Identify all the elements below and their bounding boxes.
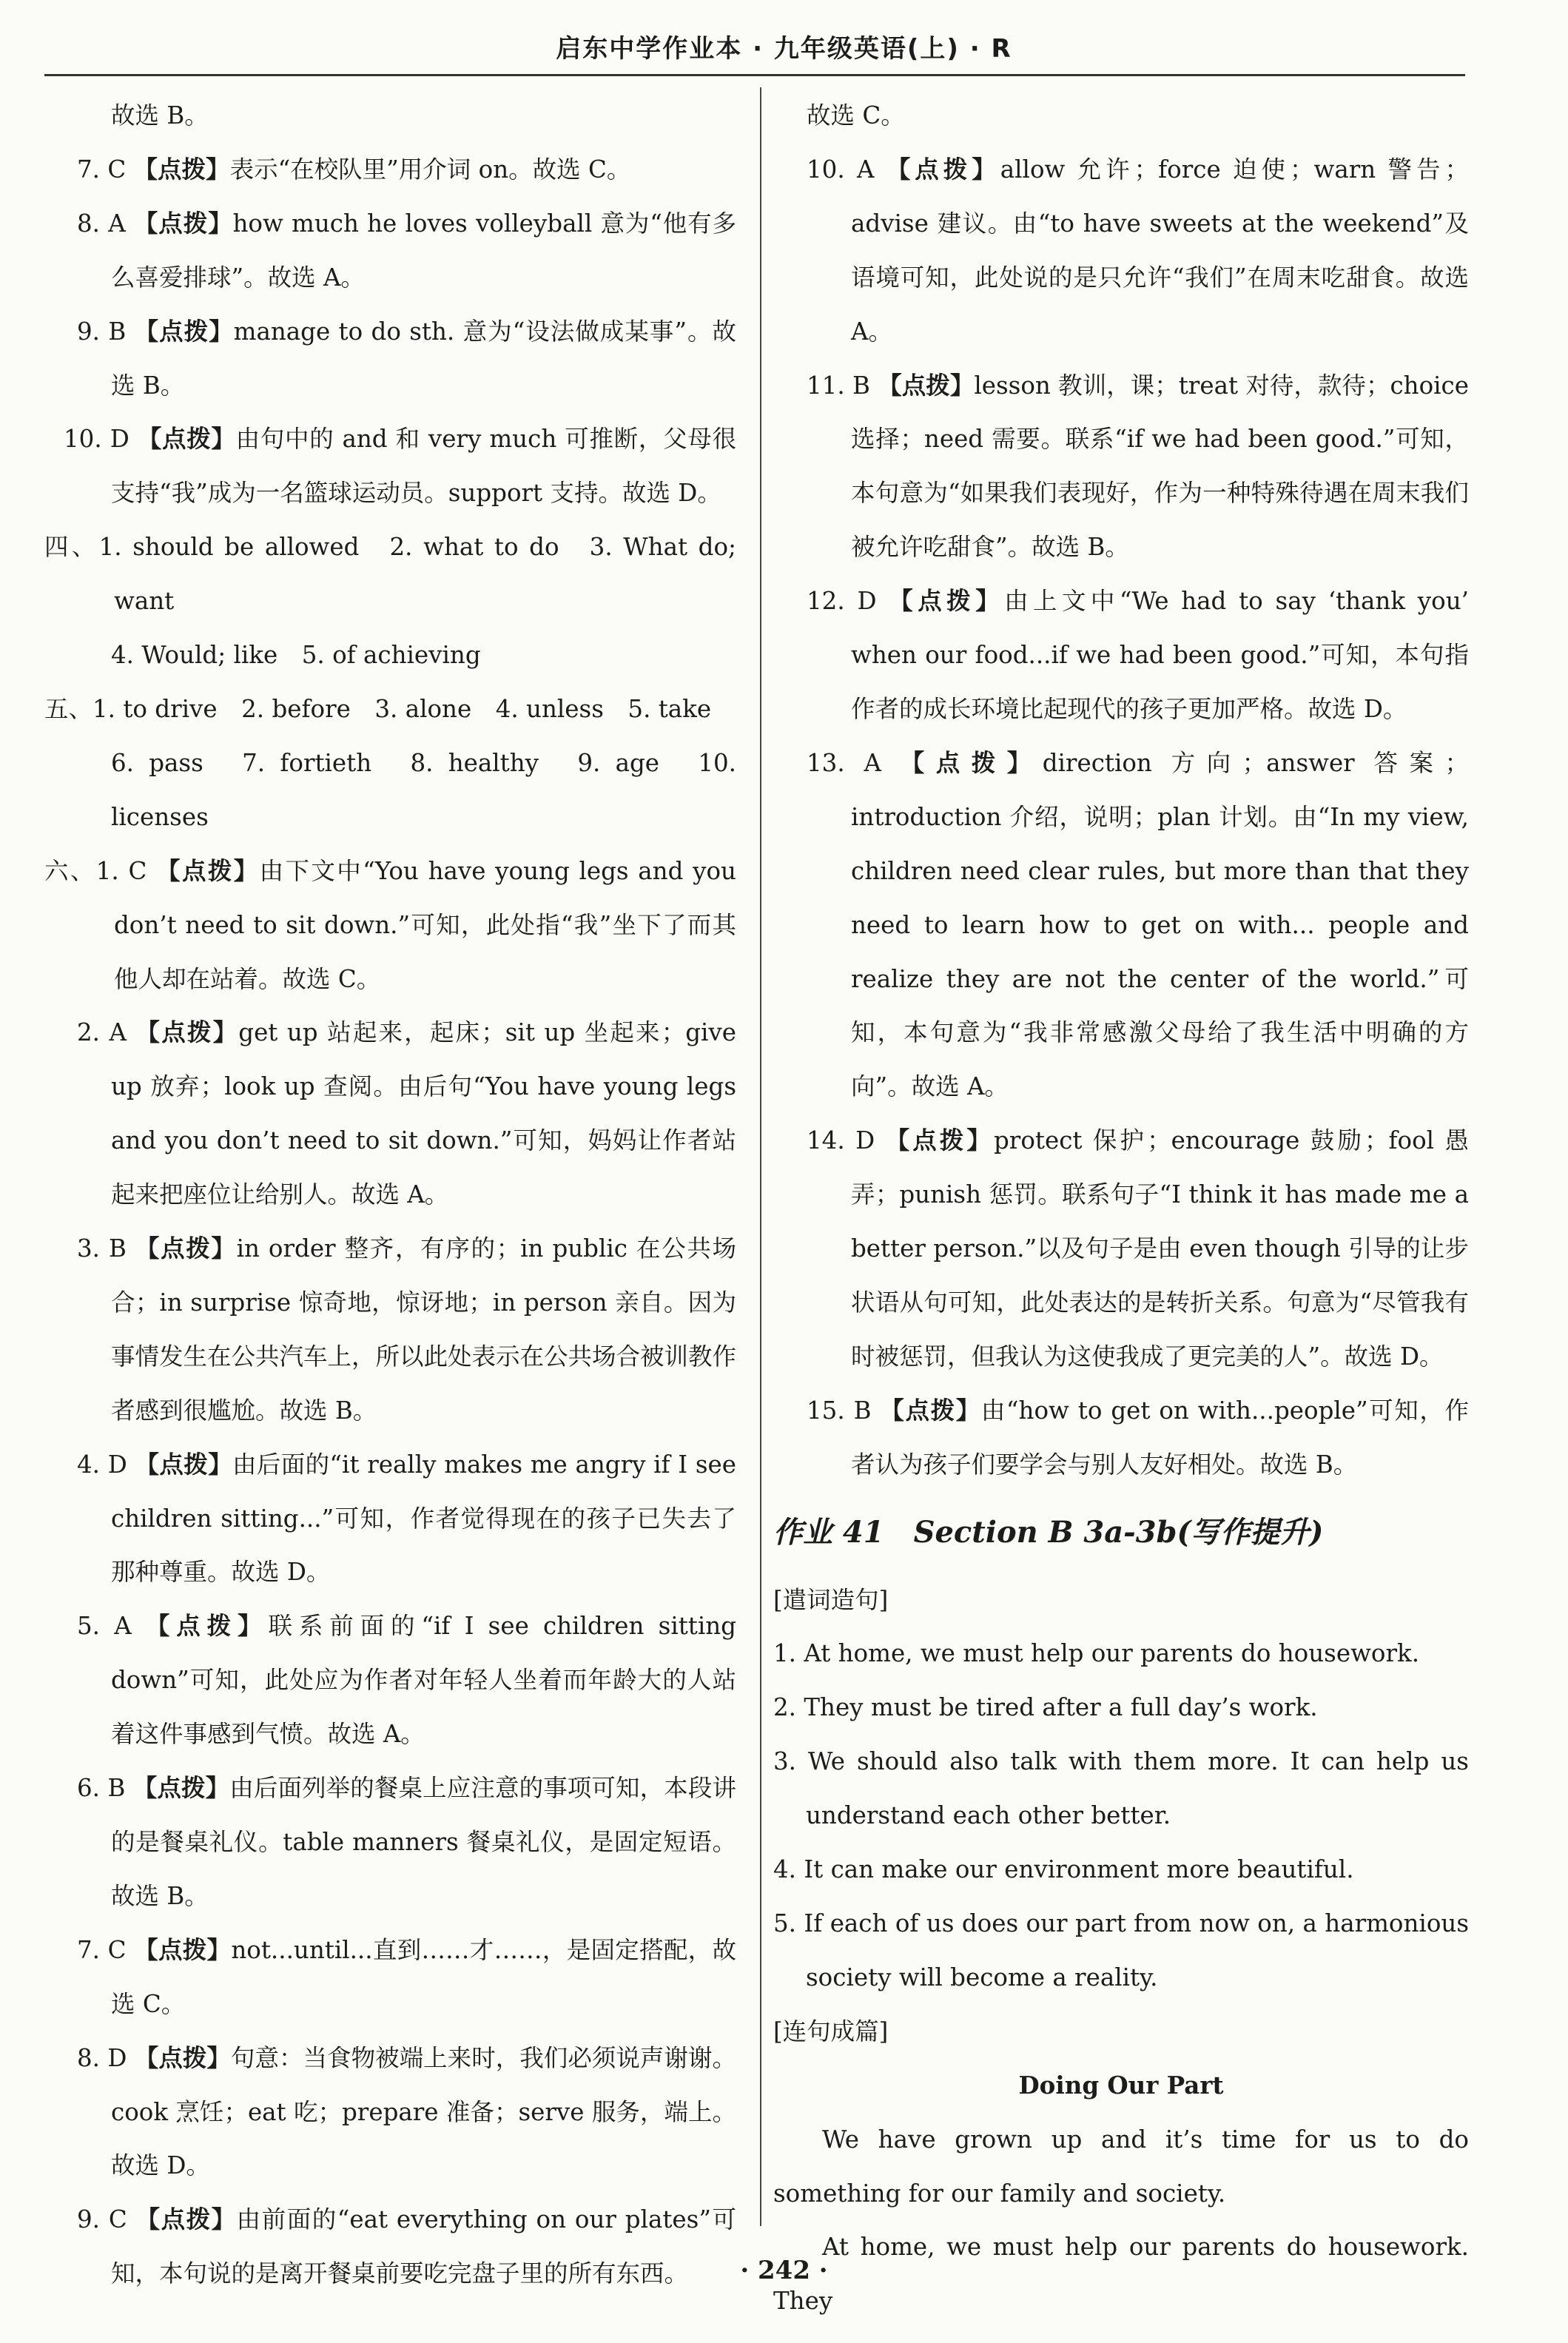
answer-item: 8. D 【点拨】句意：当食物被端上来时，我们必须说声谢谢。cook 烹饪；eat 吃；prepare 准备；serve 服务，端上。故选 D。	[77, 2043, 736, 2180]
answer-item: 8. A 【点拨】how much he loves volleyball 意为“他有多么喜爱排球”。故选 A。	[77, 208, 736, 292]
hint-tag: 【点拨】	[135, 1449, 232, 1479]
answer-item: 10. A 【点拨】allow 允许；force 迫使；warn 警告；advise 建议。由“to have sweets at the weekend”及语境可知，此处说的是只允许“我们”在周末吃甜食。故选 A。	[807, 154, 1469, 346]
answer-item: 3. B 【点拨】in order 整齐，有序的；in public 在公共场合；in surprise 惊奇地，惊讶地；in person 亲自。因为事情发生在公共汽车上，所以此处表示在公共场合被训教作者感到很尴尬。故选 B。	[77, 1234, 737, 1425]
hint-tag: 【点拨】	[885, 1126, 994, 1155]
essay-paragraph: At home, we must help our parents do housework. They	[773, 2233, 1469, 2316]
answer-item: 11. B 【点拨】lesson 教训，课；treat 对待，款待；choice 选择；need 需要。联系“if we had been good.”可知，本句意为“如果我们表现好，作为一种特殊待遇在周末我们被允许吃甜食”。故选 B。	[807, 370, 1469, 562]
answer-item: 6. B 【点拨】由后面列举的餐桌上应注意的事项可知，本段讲的是餐桌礼仪。table manners 餐桌礼仪，是固定短语。故选 B。	[77, 1773, 736, 1910]
page-number: · 242 ·	[740, 2256, 828, 2285]
answer-item: 4. D 【点拨】由后面的“it really makes me angry if I see children sitting...”可知，作者觉得现在的孩子已失去了那种尊重。故选 D。	[77, 1449, 736, 1587]
answer-item: 7. C 【点拨】表示“在校队里”用介词 on。故选 C。	[77, 154, 631, 184]
hint-tag: 【点拨】	[134, 1934, 232, 1964]
hint-tag: 【点拨】	[880, 1395, 981, 1425]
hint-tag: 【点拨】	[132, 1773, 230, 1803]
essay-title: Doing Our Part	[1018, 2070, 1224, 2100]
sentence-item: 4. It can make our environment more beautiful.	[773, 1855, 1354, 1884]
hint-tag: 【点拨】	[135, 1018, 239, 1047]
sentence-item: 3. We should also talk with them more. It can help us understand each other better.	[773, 1747, 1469, 1830]
answer-item: 15. B 【点拨】由“how to get on with...people”可知，作者认为孩子们要学会与别人友好相处。故选 B。	[807, 1395, 1469, 1479]
essay-paragraph: We have grown up and it’s time for us to do something for our family and society.	[773, 2125, 1469, 2208]
subsection-label: [遣词造句]	[773, 1585, 889, 1614]
answer-item: 故选 B。	[111, 101, 209, 130]
hint-tag: 【点拨】	[156, 855, 260, 885]
answer-item: 7. C 【点拨】not...until...直到……才……，是固定搭配，故选 C。	[77, 1934, 736, 2018]
hint-tag: 【点拨】	[878, 370, 975, 400]
hint-tag: 【点拨】	[145, 1611, 269, 1641]
hint-tag: 【点拨】	[134, 316, 234, 346]
answer-item: 4. Would; like 5. of achieving	[111, 641, 481, 670]
hint-tag: 【点拨】	[133, 154, 230, 184]
subsection-label: [连句成篇]	[773, 2017, 889, 2045]
hint-tag: 【点拨】	[137, 424, 236, 454]
header-rule	[44, 74, 1465, 76]
hint-tag: 【点拨】	[135, 2205, 237, 2234]
answer-item: 5. A 【点拨】联系前面的“if I see children sitting down”可知，此处应为作者对年轻人坐着而年龄大的人站着这件事感到气愤。故选 A。	[77, 1611, 736, 1749]
hint-tag: 【点拨】	[900, 747, 1043, 777]
answer-item: 四、1. should be allowed 2. what to do 3. What do; want	[44, 533, 736, 616]
column-divider	[760, 87, 761, 2226]
section-title: 作业 41 Section B 3a-3b(写作提升)	[773, 1514, 1324, 1550]
sentence-item: 5. If each of us does our part from now on, a harmonious society will become a reality.	[773, 1909, 1469, 1991]
hint-tag: 【点拨】	[886, 154, 1000, 184]
left-column	[44, 89, 736, 2301]
answer-item: 故选 C。	[807, 101, 905, 130]
hint-tag: 【点拨】	[135, 1234, 237, 1263]
hint-tag: 【点拨】	[134, 2043, 231, 2072]
answer-item: 12. D 【点拨】由上文中“We had to say ‘thank you’ when our food...if we had been good.”可知，本句指作者的成长环境比起现代的孩子更加严格。故选 D。	[807, 586, 1469, 723]
right-column	[773, 89, 1469, 2328]
answer-item: 五、1. to drive 2. before 3. alone 4. unless 5. take	[44, 694, 712, 723]
sentence-item: 1. At home, we must help our parents do housework.	[773, 1639, 1420, 1668]
answer-item: 2. A 【点拨】get up 站起来，起床；sit up 坐起来；give up 放弃；look up 查阅。由后句“You have young legs and you don’t need to sit down.”可知，妈妈让作者站起来把座位让给别人。故选 A。	[77, 1018, 736, 1209]
answer-item: 10. D 【点拨】由句中的 and 和 very much 可推断，父母很支持“我”成为一名篮球运动员。support 支持。故选 D。	[64, 424, 736, 508]
answer-item: 13. A 【点拨】direction 方向；answer 答案；introduction 介绍，说明；plan 计划。由“In my view, children need clear rules, but more than that they need to learn how to get on with... people and realize they are not the center of the world.”可知，本句意为“我非常感激父母给了我生活中明确的方向”。故选 A。	[807, 747, 1469, 1101]
page-header: 启东中学作业本 · 九年级英语(上) · R	[556, 34, 1012, 64]
answer-item: 6. pass 7. fortieth 8. healthy 9. age 10. licenses	[111, 748, 736, 831]
answer-item: 六、1. C 【点拨】由下文中“You have young legs and you don’t need to sit down.”可知，此处指“我”坐下了而其他人却在站着。故选 C。	[44, 855, 736, 993]
answer-item: 9. C 【点拨】由前面的“eat everything on our plates”可知，本句说的是离开餐桌前要吃完盘子里的所有东西。	[77, 2205, 736, 2288]
answer-item: 14. D 【点拨】protect 保护；encourage 鼓励；fool 愚弄；punish 惩罚。联系句子“I think it has made me a better person.”以及句子是由 even though 引导的让步状语从句可知，此处表达的是转折关系。句意为“尽管我有时被惩罚，但我认为这使我成了更完美的人”。故选 D。	[807, 1126, 1469, 1371]
hint-tag: 【点拨】	[133, 208, 233, 238]
sentence-item: 2. They must be tired after a full day’s work.	[773, 1693, 1318, 1722]
hint-tag: 【点拨】	[889, 586, 1005, 616]
answer-item: 9. B 【点拨】manage to do sth. 意为“设法做成某事”。故选 B。	[77, 316, 736, 400]
